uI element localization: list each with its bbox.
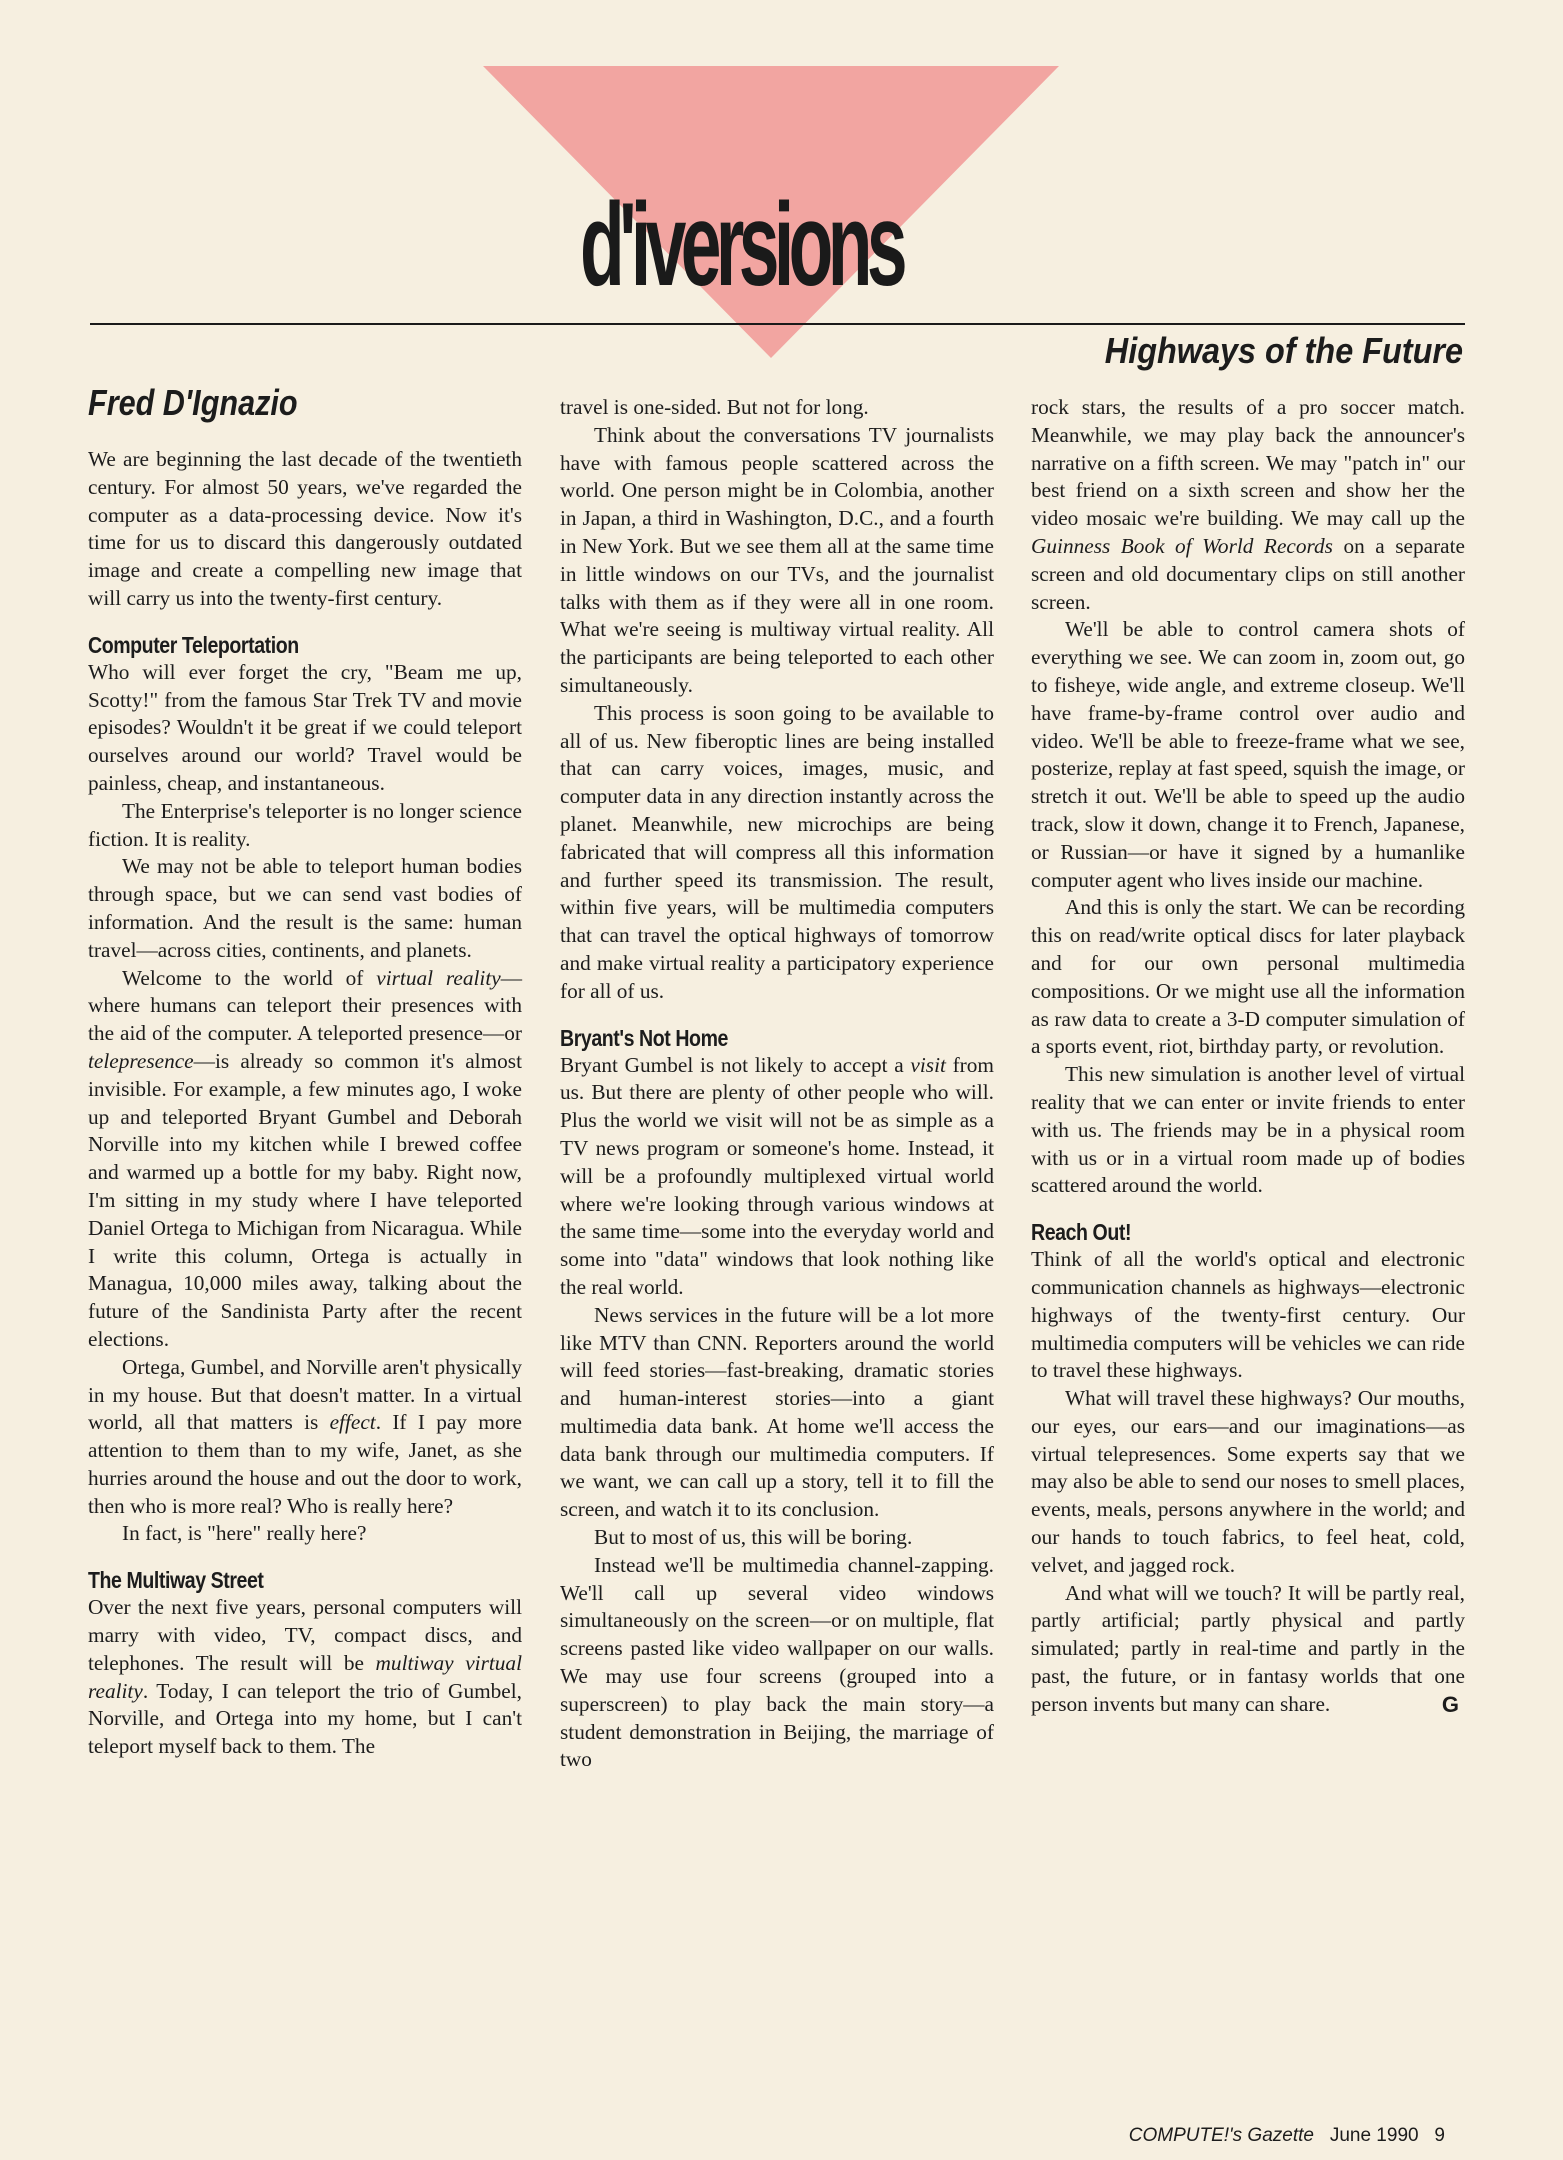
paragraph: We may not be able to teleport human bodies through space, but we can send vast bodies of information. And the result is the same: human travel—across cities, continents, and planets. [88,854,522,962]
section-logo: d'iversions [580,179,902,311]
column-3 [1031,394,1465,1719]
paragraph: We'll be able to control camera shots of everything we see. We can zoom in, zoom out, go to fisheye, wide angle, and extreme closeup. We'll have frame-by-frame control over audio and video. We'll be able to freeze-frame what we see, posterize, replay at fast speed, squish the image, or stretch it out. We'll be able to speed up the audio track, slow it down, change it to French, Japanese, or Russian—or have it signed by a humanlike computer agent who lives inside our machine. [1031,617,1465,892]
paragraph: We are beginning the last decade of the twentieth century. For almost 50 years, we've regarded the computer as a data-processing device. Now it's time for us to discard this dangerously outdated image and create a compelling new image that will carry us into the twenty-first century. [88,447,522,610]
author-byline: Fred D'Ignazio [88,382,298,423]
article-headline: Highways of the Future [1104,330,1463,371]
paragraph: Over the next five years, personal computers will marry with video, TV, compact discs, and telephones. The result will be multiway virtual reality. Today, I can teleport the trio of Gumbel, Norville, and Ortega into my home, but I can't teleport myself back to them. The [88,1595,522,1759]
paragraph: Ortega, Gumbel, and Norville aren't physically in my house. But that doesn't matter. In a virtual world, all that matters is effect. If I pay more attention to them than to my wife, Janet, as she hurries around the house and out the door to work, then who is more real? Who is really here? [88,1354,523,1518]
column-2 [560,394,994,1774]
paragraph: And what will we touch? It will be partly real, partly artificial; partly physical and partly simulated; partly in real-time and partly in the past, the future, or in fantasy worlds that one person invents but many can share. G [1031,1580,1465,1717]
header-rule [90,323,1465,325]
paragraph: Bryant Gumbel is not likely to accept a visit from us. But there are plenty of other people who will. Plus the world we visit will not be as simple as a TV news program or someone's home. Instead, it will be a profoundly multiplexed virtual world where we're looking through various windows at the same time—some into the everyday world and some into "data" windows that look nothing like the real world. [560,1052,994,1299]
subhead-multiway-street: The Multiway Street [88,1567,264,1594]
magazine-name: COMPUTE!'s Gazette [1128,2125,1314,2146]
end-of-article-mark: G [1441,1691,1459,1717]
paragraph: The Enterprise's teleporter is no longer science fiction. It is reality. [88,798,522,851]
paragraph: Who will ever forget the cry, "Beam me up, Scotty!" from the famous Star Trek TV and movie episodes? Wouldn't it be great if we could teleport ourselves around our world? Travel would be painless, cheap, and instantaneous. [88,659,522,795]
page-number: 9 [1434,2125,1445,2146]
page-footer [1129,2125,1445,2147]
column-1 [88,446,522,1761]
paragraph: This new simulation is another level of virtual reality that we can enter or invite friends to enter with us. The friends may be in a physical room with us or in a virtual room made up of bodies scattered around the world. [1031,1062,1465,1198]
paragraph: Welcome to the world of virtual reality—where humans can teleport their presences with the aid of the computer. A teleported presence—or telepresence—is already so common it's almost invisible. For example, a few minutes ago, I woke up and teleported Bryant Gumbel and Deborah Norville into my kitchen while I brewed coffee and warmed up a bottle for my baby. Right now, I'm sitting in my study where I have teleported Daniel Ortega to Michigan from Nicaragua. While I write this column, Ortega is actually in Managua, 10,000 miles away, talking about the future of the Sandinista Party after the recent elections. [88,965,523,1351]
issue-date: June 1990 [1329,2125,1419,2146]
paragraph: rock stars, the results of a pro soccer match. Meanwhile, we may play back the announcer's narrative on a fifth screen. We may "patch in" our best friend on a sixth screen and show her the video mosaic we're building. We may call up the Guinness Book of World Records on a separate screen and old documentary clips on still another screen. [1031,395,1465,614]
paragraph: In fact, is "here" really here? [122,1521,367,1546]
paragraph: Think of all the world's optical and electronic communication channels as highways—electronic highways of the twenty-first century. Our multimedia computers will be vehicles we can ride to travel these highways. [1031,1247,1465,1383]
paragraph: This process is soon going to be available to all of us. New fiberoptic lines are being installed that can carry voices, images, music, and computer data in any direction instantly across the planet. Meanwhile, new microchips are being fabricated that will compress all this information and further speed its transmission. The result, within five years, will be multimedia computers that can travel the optical highways of tomorrow and make virtual reality a participatory experience for all of us. [560,700,994,1003]
subhead-bryants-not-home: Bryant's Not Home [560,1024,728,1051]
paragraph: News services in the future will be a lot more like MTV than CNN. Reporters around the world will feed stories—fast-breaking, dramatic stories and human-interest stories—into a giant multimedia data bank. At home we'll access the data bank through our multimedia computers. If we want, we can call up a story, tell it to fill the screen, and watch it to its conclusion. [560,1302,994,1522]
paragraph: travel is one-sided. But not for long. [560,395,869,419]
paragraph: And this is only the start. We can be recording this on read/write optical discs for later playback and for our own personal multimedia compositions. Or we might use all the information as raw data to create a 3-D computer simulation of a sports event, riot, birthday party, or revolution. [1031,895,1465,1059]
paragraph: Think about the conversations TV journalists have with famous people scattered across the world. One person might be in Colombia, another in Japan, a third in Washington, D.C., and a fourth in New York. But we see them all at the same time in little windows on our TVs, and the journalist talks with them as if they were all in one room. What we're seeing is multiway virtual reality. All the participants are being teleported to each other simultaneously. [560,422,994,697]
paragraph: What will travel these highways? Our mouths, our eyes, our ears—and our imaginations—as virtual telepresences. Some experts say that we may also be able to send our noses to smell places, events, meals, persons anywhere in the world; and our hands to touch fabrics, to feel heat, cold, velvet, and jagged rock. [1031,1386,1465,1577]
paragraph: But to most of us, this will be boring. [594,1525,913,1550]
subhead-computer-teleportation: Computer Teleportation [88,631,299,658]
subhead-reach-out: Reach Out! [1031,1219,1132,1246]
paragraph: Instead we'll be multimedia channel-zapping. We'll call up several video windows simultaneously on the screen—or on multiple, flat screens pasted like video wallpaper on our walls. We may use four screens (grouped into a superscreen) to play back the main story—a student demonstration in Beijing, the marriage of two [560,1552,994,1772]
